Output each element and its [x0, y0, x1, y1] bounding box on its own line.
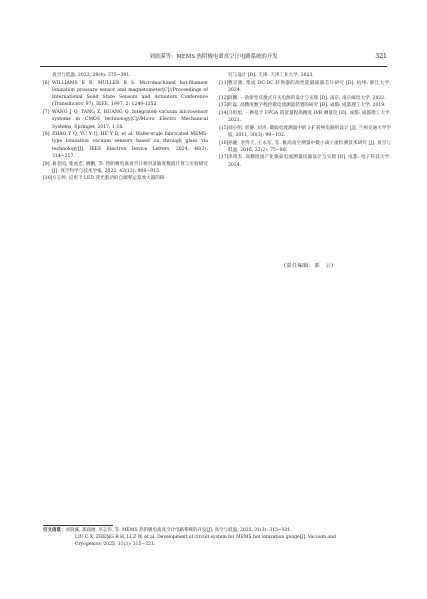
reference-text: 薛鹏. 一款新型反激式开关电源的设计与实现 [D]. 南京: 南京邮电大学, 2022.: [228, 95, 386, 101]
footnote-rule: [43, 525, 113, 526]
reference-item: [43, 161, 208, 176]
references-left-column: [43, 72, 208, 183]
reference-number: [11]: [219, 80, 229, 86]
citation-label: 引文信息：: [43, 528, 66, 533]
references-right-column: [219, 72, 391, 169]
citation-english-2: Cryogenics, 2025, 31(3): 315−321.: [75, 541, 156, 547]
reference-item: [219, 72, 391, 79]
reference-item: [219, 95, 391, 102]
citation-chinese: 刘晨溪, 郑润涵, 李志伟, 等. MEMS 热阴极电离真空计电路系统的开发[J]. 真空与低温, 2025, 31(3): 315−321.: [65, 528, 292, 533]
reference-number: [7]: [43, 110, 50, 116]
reference-number: [16]: [219, 140, 229, 146]
reference-item: [219, 125, 391, 140]
reference-number: [6]: [43, 80, 50, 86]
reference-text: ZHAO Y Q, YU Y Q, HE Y D, et al. Wafer-scale fabricated MEMS-type ionization vacuum sensors based on through glass via technology[J]. IEEE Electron Device Letters, 2024, 46(2): 314−317.: [52, 132, 208, 159]
reference-text: 李禹杰. 高精度国产化微弱电流测量仪器设计与实现 [D]. 成都: 电子科技大学, 2024.: [228, 155, 391, 168]
reference-item: [43, 175, 208, 182]
reference-number: [9]: [43, 161, 50, 167]
reference-item: [43, 109, 208, 131]
running-header: [40, 53, 387, 65]
reference-item: [43, 131, 208, 160]
reference-text: 叶磊. 高精度数字程控微电流测量装置的研究 [D]. 成都: 成都理工大学, 2019.: [228, 103, 386, 109]
reference-text: 刘小明, 彭静, 刘涛. 微弱电流测量中的 I-F 转换电路的设计 [J]. 兰州交通大学学报, 2011, 30(3): 99−102.: [228, 125, 391, 138]
reference-number: [15]: [219, 125, 229, 131]
reference-item: [43, 80, 208, 109]
page-number: 321: [375, 53, 387, 60]
reference-number: [13]: [219, 103, 229, 109]
reference-number: [12]: [219, 95, 229, 101]
reference-item: [219, 154, 391, 169]
editor-note: (责任编辑：郭 云): [284, 263, 334, 269]
reference-text: 真空与低温, 2022, 28(4): 375−391.: [52, 73, 131, 78]
reference-number: [10]: [43, 176, 53, 182]
reference-text: WILLIAMS K R, MULLER R S. Micromachined hot-filament ionization pressure sensor and magnetometer[C]//Proceedings of International Solid State Sensors and Actuators Conference (Transducers' 97). IEEE, 1997, 2: 1249-1252.: [52, 80, 208, 108]
citation-english-1: LIU C X, ZHENG R H, LI Z W, et al. Development of circuit system for MEMS hot ionization gauge[J]. Vacuum and: [75, 534, 336, 540]
reference-text: 孙婕, 李得天, 王永军, 等. 极高真空测量中微小离子流检测技术研究 [J]. 真空与低温, 2016, 22(2): 75−80.: [228, 140, 391, 153]
reference-text: 曹京源. 集成 DC-DC 转换器的高性能隔离器芯片研究 [D]. 杭州: 浙江大学, 2024.: [228, 80, 391, 93]
reference-item: [219, 110, 391, 125]
reference-number: [14]: [219, 110, 229, 116]
reference-text: 究与设计 [D]. 天津: 天津工业大学, 2023.: [228, 73, 314, 78]
reference-text: 方玉婷. 应用于 LED 背光驱动的自调零运算放大器的研: [52, 176, 165, 182]
reference-text: 葛金园, 张虎忠, 姚鹏, 等. 热阴极电离真空计相对灵敏度数值计算与实验研究[J]. 真空科学与技术学报, 2022, 42(12): 908−913.: [52, 161, 208, 174]
reference-text: WANG J Q, TANG Z, HUANG Q. Integrated vacuum microsensor systems in CMOS technology[C]//Micro Electro Mechanical Systems, Springer, 2017: 1-18.: [52, 110, 208, 130]
running-title: 刘晨溪等：MEMS 热阴极电离真空计电路系统的开发: [149, 54, 278, 60]
reference-number: [17]: [219, 155, 229, 161]
reference-item: [219, 140, 391, 155]
reference-item: [219, 102, 391, 109]
reference-item: [43, 72, 208, 79]
reference-number: [8]: [43, 132, 50, 138]
citation-info: [43, 528, 393, 548]
header-rule: [40, 66, 387, 67]
reference-item: [219, 80, 391, 95]
reference-text: 马恒旭. 一种基于 FPGA 的宽量程高精度 IVR 测量仪 [D]. 成都: 成都理工大学, 2021.: [228, 110, 391, 124]
